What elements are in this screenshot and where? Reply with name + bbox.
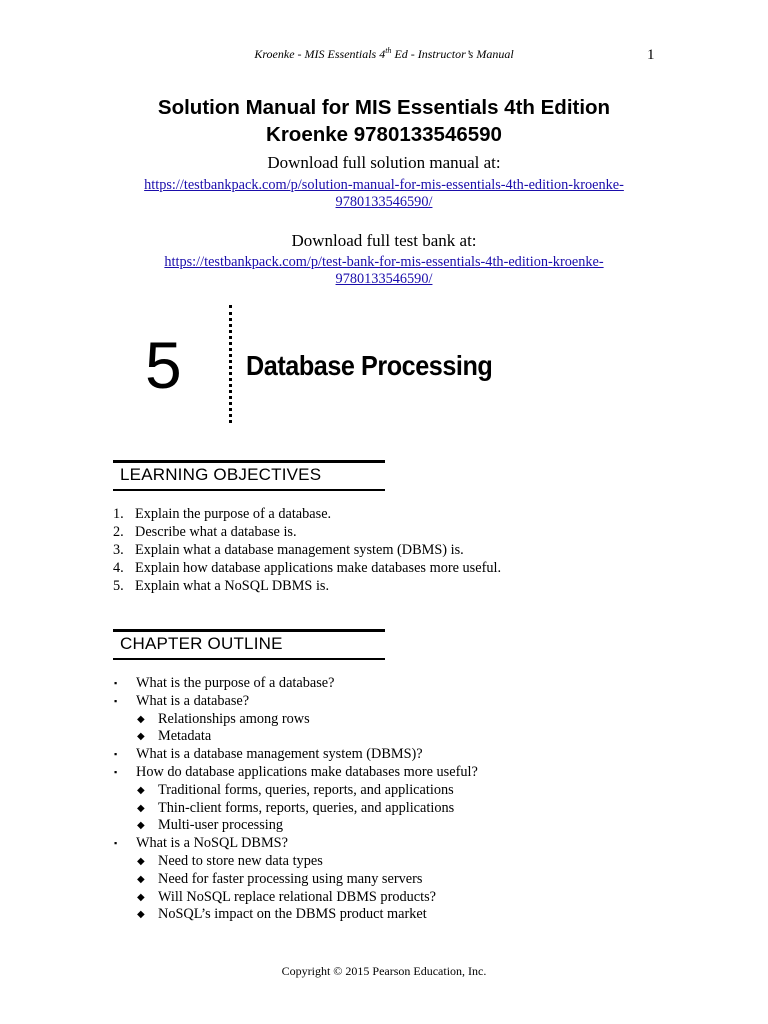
diamond-bullet-icon: ◆ [137,891,145,903]
outline-subitem [113,871,478,889]
title-line-2: Kroenke 9780133546590 [266,123,502,146]
outline-subitem-text: Metadata [158,728,212,745]
outline-item [113,675,478,693]
chapter-divider [229,305,232,423]
outline-subitem [113,800,478,818]
square-bullet-icon: ▪ [114,695,118,706]
learning-objectives-heading [113,460,385,491]
outline-item-text: What is a database management system (DBMS)? [136,746,423,763]
outline-subitem-text: Need for faster processing using many servers [158,870,423,887]
outline-item [113,835,478,853]
diamond-bullet-icon: ◆ [137,784,145,796]
learning-objectives-heading-text: LEARNING OBJECTIVES [120,465,322,484]
outline-item-text: What is a NoSQL DBMS? [136,835,288,852]
objective-item [113,541,501,559]
chapter-outline-list [113,675,478,924]
running-header-text: Kroenke - MIS Essentials 4 [254,47,386,61]
objective-number: 1. [113,506,124,522]
outline-item-text: What is a database? [136,692,250,709]
diamond-bullet-icon: ◆ [137,855,145,867]
learning-objectives-list [113,505,501,595]
document-title [0,94,768,148]
outline-subitem-text: Multi-user processing [158,817,284,834]
outline-subitem [113,711,478,729]
outline-subitem-text: Will NoSQL replace relational DBMS products? [158,888,437,905]
edition-superscript: th [385,46,392,55]
objective-number: 5. [113,578,124,594]
outline-subitem-text: Traditional forms, queries, reports, and applications [158,781,454,798]
objective-item [113,505,501,523]
test-bank-label: Download full test bank at: [291,231,477,250]
outline-subitem [113,782,478,800]
outline-item-text: What is the purpose of a database? [136,675,335,691]
solution-manual-link[interactable] [0,177,768,211]
square-bullet-icon: ▪ [114,678,118,688]
outline-subitem [113,853,478,871]
diamond-bullet-icon: ◆ [137,873,145,885]
objective-item [113,577,501,595]
diamond-bullet-icon: ◆ [137,731,145,743]
test-bank-link[interactable] [0,254,768,288]
outline-subitem [113,817,478,835]
objective-number: 2. [113,524,124,540]
objective-number: 4. [113,560,124,576]
diamond-bullet-icon: ◆ [137,909,145,921]
test-bank-link-line-1[interactable]: https://testbankpack.com/p/test-bank-for-mis-essentials-4th-edition-kroenke- [164,254,604,270]
solution-manual-link-line-1[interactable]: https://testbankpack.com/p/solution-manual-for-mis-essentials-4th-edition-kroenke- [144,177,624,193]
square-bullet-icon: ▪ [114,749,118,760]
outline-item [113,746,478,764]
square-bullet-icon: ▪ [114,766,118,777]
chapter-outline-heading-text: CHAPTER OUTLINE [120,634,283,653]
diamond-bullet-icon: ◆ [137,820,145,832]
objective-text: Explain what a NoSQL DBMS is. [135,578,330,594]
objective-text: Describe what a database is. [135,524,297,540]
objective-text: Explain what a database management system (DBMS) is. [135,542,464,558]
chapter-title: Database Processing [246,350,493,381]
page-number: 1 [647,47,655,63]
objective-text: Explain how database applications make databases more useful. [135,560,502,576]
solution-manual-link-line-2[interactable]: 9780133546590/ [335,194,433,210]
outline-subitem [113,728,478,746]
objective-text: Explain the purpose of a database. [135,506,332,522]
objective-item [113,559,501,577]
chapter-outline-heading [113,629,385,660]
outline-subitem [113,889,478,907]
outline-subitem [113,906,478,924]
running-header-suffix: Ed - Instructor’s Manual [391,47,514,61]
outline-item-text: How do database applications make databases more useful? [136,763,478,780]
diamond-bullet-icon: ◆ [137,713,145,725]
outline-item [113,764,478,782]
chapter-number: 5 [145,328,182,402]
test-bank-link-line-2[interactable]: 9780133546590/ [335,271,433,287]
outline-subitem-text: Need to store new data types [158,852,323,869]
outline-subitem-text: Thin-client forms, reports, queries, and applications [158,799,455,816]
outline-item [113,693,478,711]
outline-subitem-text: NoSQL’s impact on the DBMS product market [158,906,427,923]
objective-item [113,523,501,541]
objective-number: 3. [113,542,124,558]
diamond-bullet-icon: ◆ [137,802,145,814]
title-line-1: Solution Manual for MIS Essentials 4th Edition [157,96,611,119]
copyright-footer: Copyright © 2015 Pearson Education, Inc. [281,964,487,978]
square-bullet-icon: ▪ [114,838,118,849]
outline-subitem-text: Relationships among rows [158,710,310,727]
solution-manual-label: Download full solution manual at: [267,153,501,172]
